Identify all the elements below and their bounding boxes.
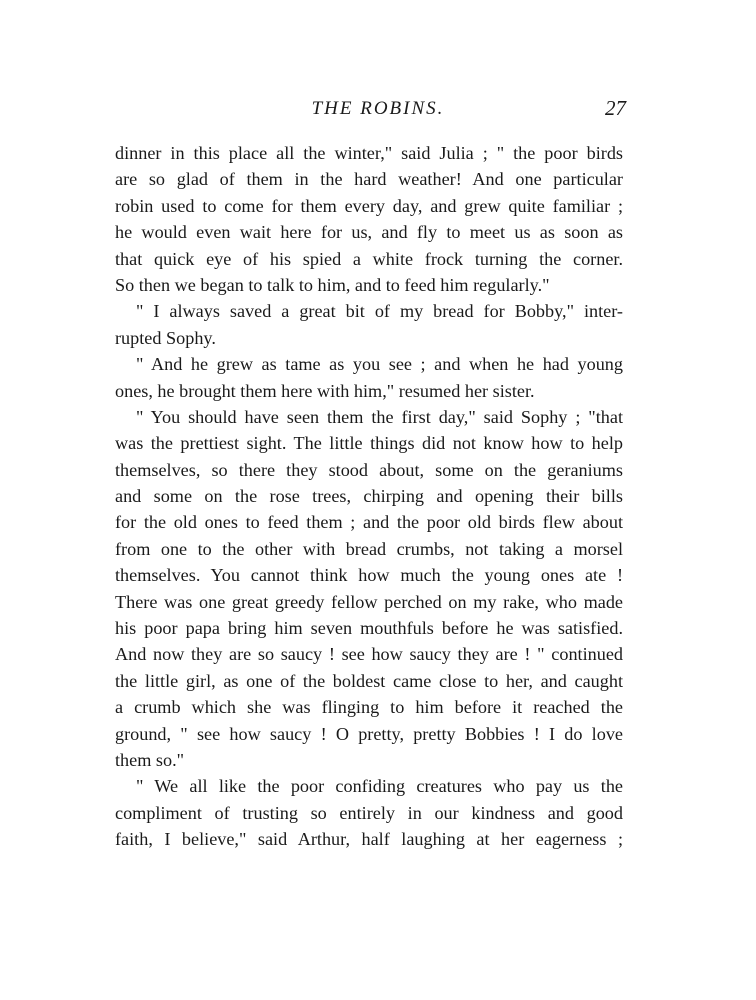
text-line: And now they are so saucy ! see how saucy they are ! " continued (115, 644, 623, 665)
text-line: from one to the other with bread crumbs, not taking a morsel (115, 538, 623, 559)
text-line: he would even wait here for us, and fly to meet us as soon as (115, 222, 623, 243)
body-text (115, 140, 623, 853)
text-line: dinner in this place all the winter," said Julia ; " the poor birds (115, 143, 623, 163)
text-line: robin used to come for them every day, and grew quite familiar ; (115, 195, 623, 216)
text-line: that quick eye of his spied a white frock turning the corner. (115, 248, 623, 269)
text-line: " We all like the poor confiding creatures who pay us the (136, 776, 623, 797)
text-line: ones, he brought them here with him," resumed her sister. (115, 380, 535, 401)
text-line: There was one great greedy fellow perched on my rake, who made (115, 591, 623, 612)
text-line: " And he grew as tame as you see ; and when he had young (136, 354, 623, 375)
page-number: 27 (605, 96, 626, 120)
text-line: compliment of trusting so entirely in our kindness and good (115, 802, 623, 823)
paragraph (115, 298, 623, 351)
text-line: ground, " see how saucy ! O pretty, pretty Bobbies ! I do love (115, 723, 623, 744)
text-line: and some on the rose trees, chirping and opening their bills (115, 486, 623, 507)
text-line: faith, I believe," said Arthur, half laughing at her eagerness ; (115, 829, 623, 850)
text-line: are so glad of them in the hard weather! And one particular (115, 169, 623, 190)
text-line: rupted Sophy. (115, 327, 216, 348)
text-line: was the prettiest sight. The little things did not know how to help (115, 433, 623, 454)
text-line: " I always saved a great bit of my bread for Bobby," inter- (136, 301, 623, 322)
text-line: them so." (115, 749, 185, 770)
text-line: for the old ones to feed them ; and the poor old birds flew about (115, 512, 623, 533)
text-line: the little girl, as one of the boldest came close to her, and caught (115, 670, 623, 691)
running-head (0, 94, 756, 124)
paragraph (115, 140, 623, 298)
text-line: So then we began to talk to him, and to feed him regularly." (115, 274, 550, 295)
paragraph (115, 404, 623, 773)
text-line: themselves. You cannot think how much the young ones ate ! (115, 565, 623, 586)
text-line: his poor papa bring him seven mouthfuls before he was satisfied. (115, 618, 623, 639)
paragraph (115, 351, 623, 404)
text-line: a crumb which she was flinging to him before it reached the (115, 697, 623, 718)
paragraph (115, 773, 623, 852)
running-title: THE ROBINS. (311, 98, 445, 119)
text-line: " You should have seen them the first day," said Sophy ; "that (136, 406, 623, 427)
text-line: themselves, so there they stood about, some on the geraniums (115, 459, 623, 480)
